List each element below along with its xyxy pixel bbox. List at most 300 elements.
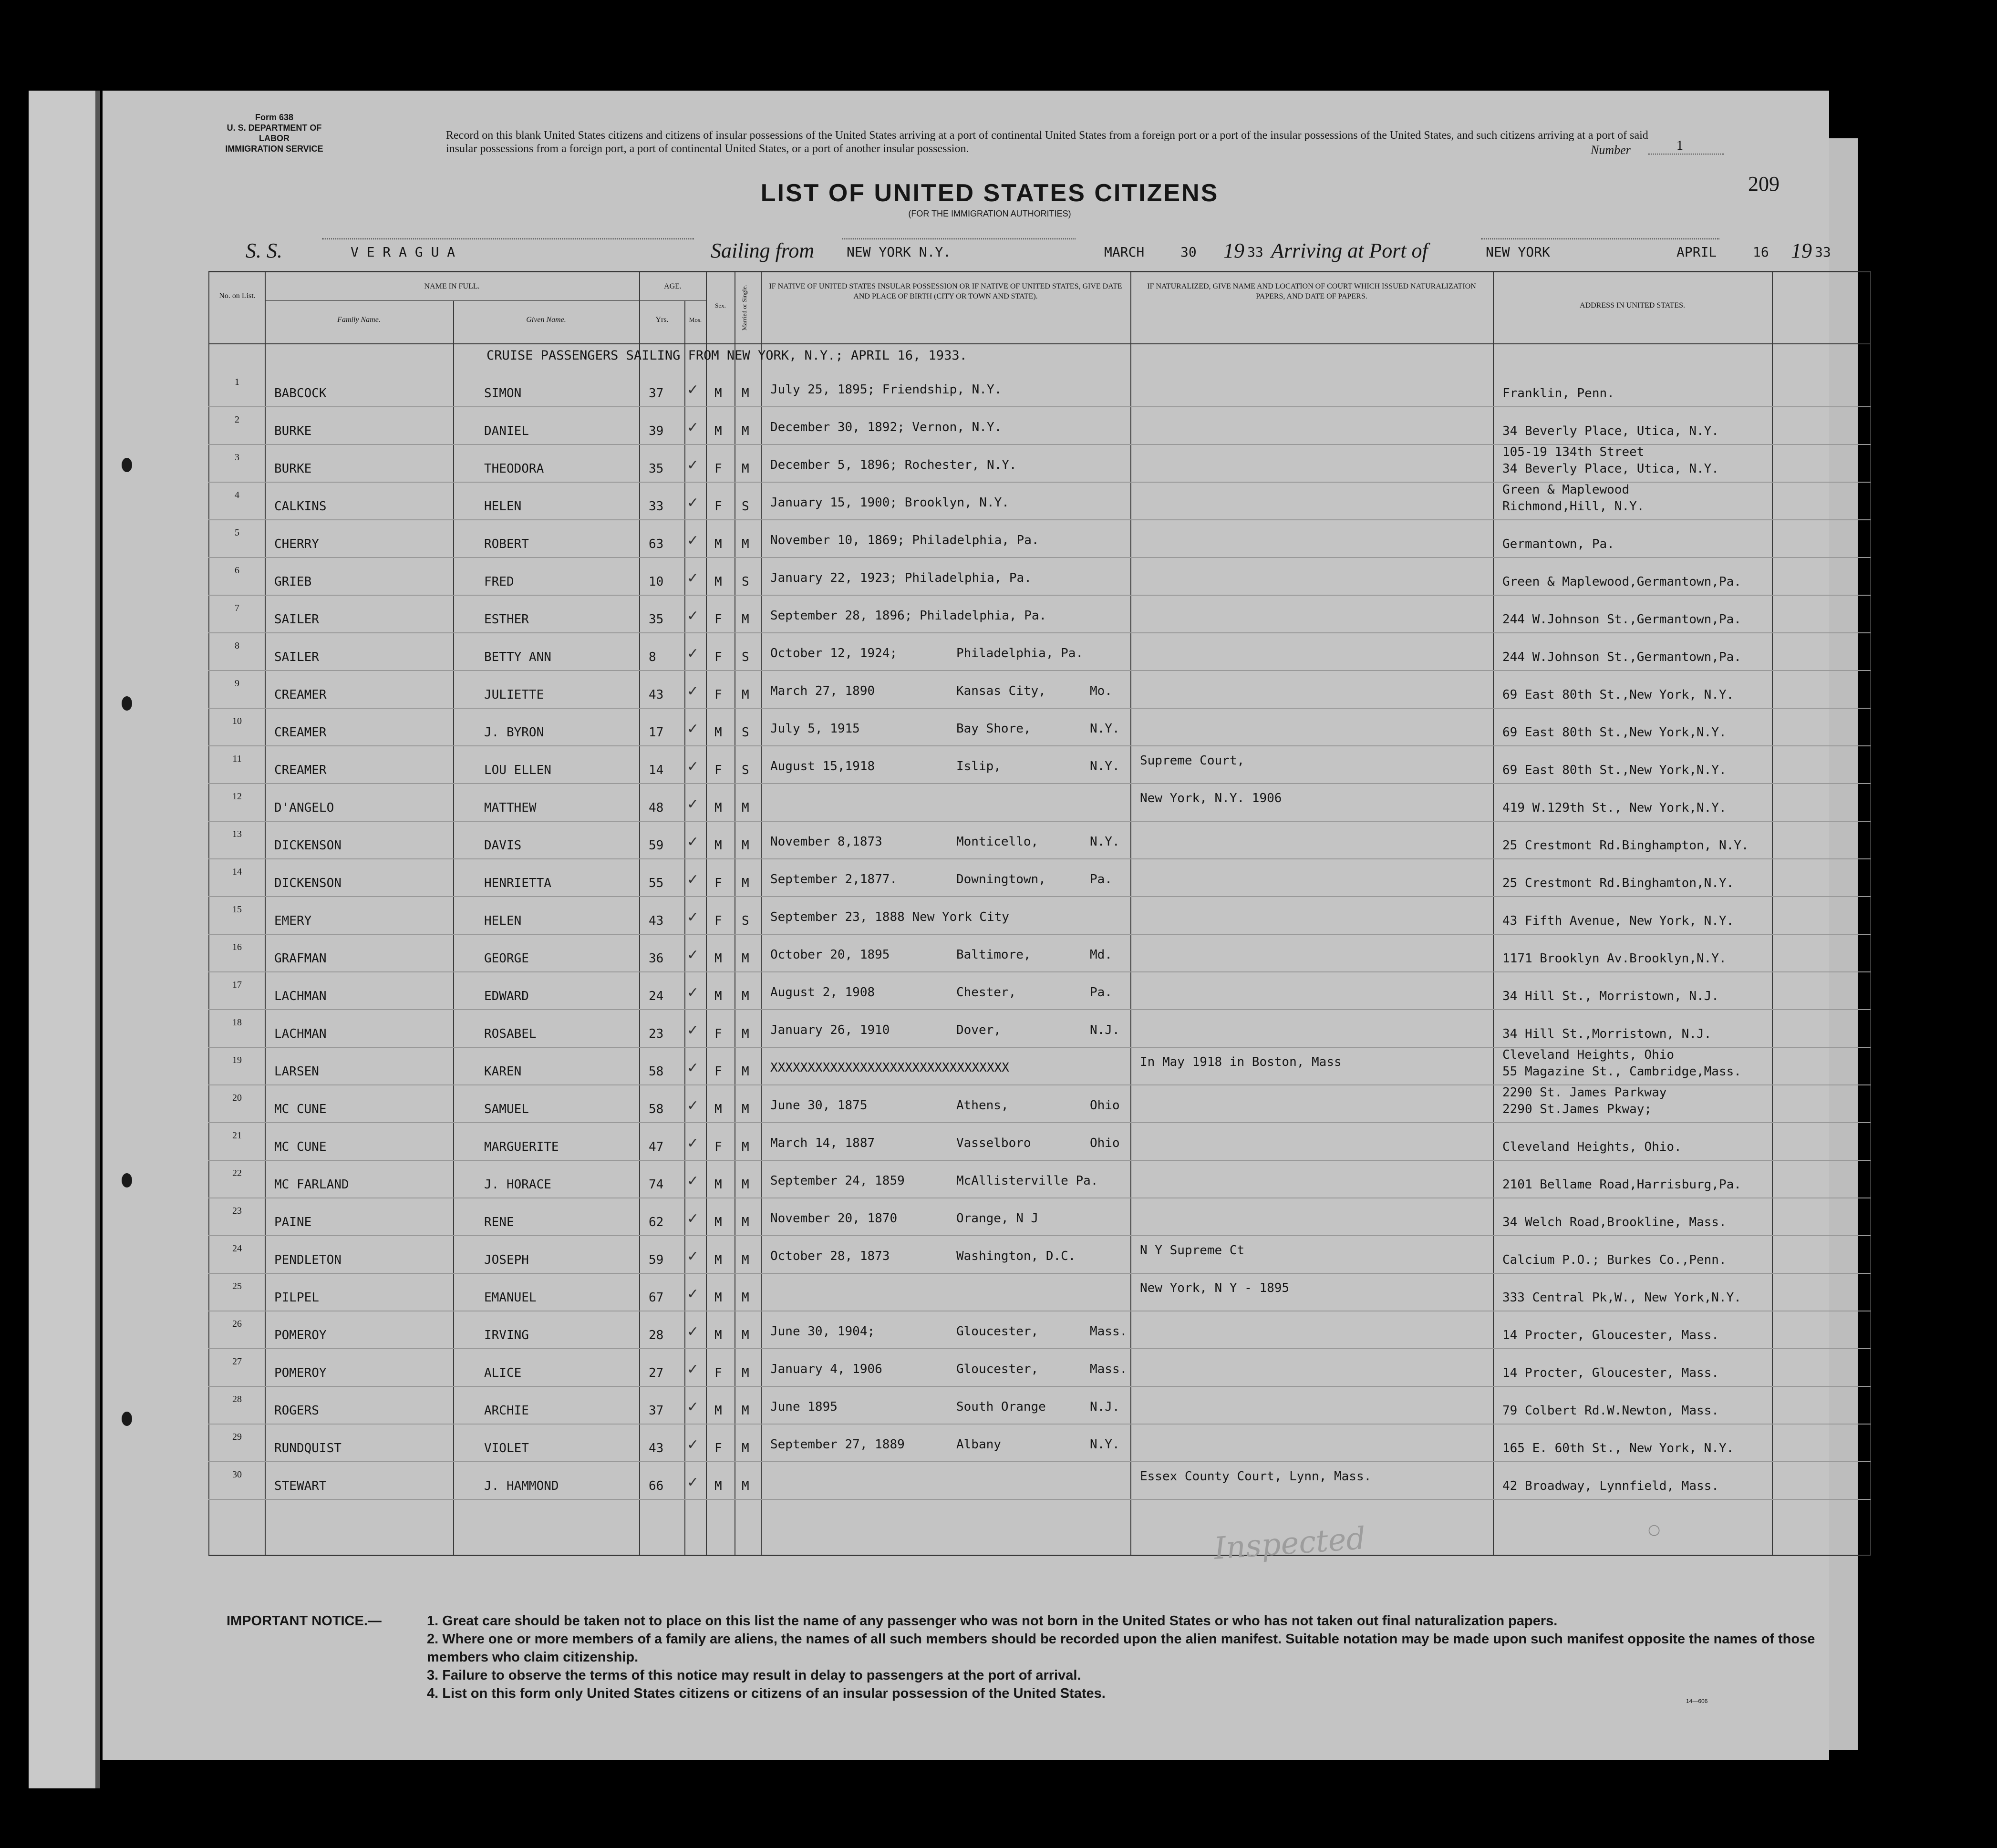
address: 42 Broadway, Lynnfield, Mass. xyxy=(1502,1479,1719,1493)
row-rule xyxy=(208,821,1871,822)
marital-status: M xyxy=(742,1140,749,1154)
sex: F xyxy=(714,1064,722,1079)
check-mark-icon: ✓ xyxy=(687,457,699,473)
table-row xyxy=(103,678,1915,707)
age-subheader-rule xyxy=(639,300,706,301)
notice-lead: IMPORTANT NOTICE.— xyxy=(227,1613,382,1629)
check-mark-icon: ✓ xyxy=(687,1022,699,1038)
marital-status: M xyxy=(742,801,749,815)
table-row xyxy=(103,867,1915,895)
sex: M xyxy=(714,575,722,589)
sex: M xyxy=(714,424,722,438)
page-title: LIST OF UNITED STATES CITIZENS xyxy=(760,179,1219,207)
row-rule xyxy=(208,783,1871,784)
birth-state: N.Y. xyxy=(1090,1437,1120,1452)
row-number: 8 xyxy=(235,640,239,651)
family-name: MC CUNE xyxy=(274,1102,327,1116)
sex: M xyxy=(714,1253,722,1267)
birth-date: September 28, 1896; Philadelphia, Pa. xyxy=(770,609,1047,623)
check-mark-icon: ✓ xyxy=(687,683,699,699)
sex: F xyxy=(714,462,722,476)
sex: F xyxy=(714,876,722,890)
from-port-underline xyxy=(842,238,1076,239)
marital-status: M xyxy=(742,688,749,702)
family-name: SAILER xyxy=(274,650,319,664)
col-header-mos: Mos. xyxy=(689,316,702,323)
birth-place: Gloucester, xyxy=(956,1324,1039,1339)
marital-status: S xyxy=(742,763,749,777)
address: 69 East 80th St.,New York,N.Y. xyxy=(1502,763,1727,777)
row-number: 19 xyxy=(232,1055,242,1065)
page-stamp: 209 xyxy=(1748,172,1780,196)
col-header-address: ADDRESS IN UNITED STATES. xyxy=(1580,301,1685,310)
age-years: 43 xyxy=(649,1441,664,1456)
birth-place: Baltimore, xyxy=(956,948,1031,962)
marital-status: M xyxy=(742,989,749,1003)
naturalization-court: N Y Supreme Ct xyxy=(1140,1243,1245,1258)
row-rule xyxy=(208,1273,1871,1274)
given-name: MATTHEW xyxy=(484,801,537,815)
address: 55 Magazine St., Cambridge,Mass. xyxy=(1502,1064,1741,1079)
age-years: 36 xyxy=(649,951,664,966)
birth-date: November 20, 1870 xyxy=(770,1211,898,1226)
voyage-line xyxy=(246,238,1867,267)
address-line-1: Green & Maplewood xyxy=(1502,483,1630,497)
marital-status: S xyxy=(742,650,749,664)
birth-place: Downingtown, xyxy=(956,872,1046,887)
row-number: 7 xyxy=(235,603,239,613)
row-number: 10 xyxy=(232,716,242,726)
check-mark-icon: ✓ xyxy=(687,1437,699,1453)
sex: F xyxy=(714,1027,722,1041)
row-number: 23 xyxy=(232,1206,242,1216)
col-header-name: NAME IN FULL. xyxy=(424,282,480,290)
header-bottom-rule xyxy=(208,343,1871,344)
marital-status: M xyxy=(742,838,749,853)
address: Green & Maplewood,Germantown,Pa. xyxy=(1502,575,1741,589)
to-port-underline xyxy=(1481,238,1719,239)
sex: M xyxy=(714,537,722,551)
marital-status: M xyxy=(742,462,749,476)
age-years: 27 xyxy=(649,1366,664,1380)
sex: F xyxy=(714,612,722,627)
notice-items xyxy=(427,1612,1834,1703)
birth-date: June 30, 1904; xyxy=(770,1324,875,1339)
row-number: 16 xyxy=(232,942,242,952)
birth-date: January 26, 1910 xyxy=(770,1023,890,1037)
sex: F xyxy=(714,1140,722,1154)
address: 14 Procter, Gloucester, Mass. xyxy=(1502,1328,1719,1342)
family-name: ROGERS xyxy=(274,1404,319,1418)
to-year-prefix: 19 xyxy=(1791,239,1812,262)
table-row xyxy=(103,904,1915,933)
birth-state: N.Y. xyxy=(1090,835,1120,849)
check-mark-icon: ✓ xyxy=(687,1475,699,1490)
table-row xyxy=(103,1356,1915,1385)
family-name: CHERRY xyxy=(274,537,319,551)
row-rule xyxy=(208,406,1871,407)
birth-state: Pa. xyxy=(1090,985,1112,1000)
row-rule xyxy=(208,1386,1871,1387)
form-code: 14—606 xyxy=(1686,1698,1708,1704)
family-name: DICKENSON xyxy=(274,838,341,853)
notice-item-4: 4. List on this form only United States citizens or citizens of an insular possession of the United States. xyxy=(427,1686,1106,1701)
sex: F xyxy=(714,1441,722,1456)
address: 25 Crestmont Rd.Binghamton,N.Y. xyxy=(1502,876,1734,890)
family-name: LARSEN xyxy=(274,1064,319,1079)
address: 25 Crestmont Rd.Binghampton, N.Y. xyxy=(1502,838,1749,853)
table-row xyxy=(103,1017,1915,1046)
form-identifier xyxy=(212,112,336,154)
address: 333 Central Pk,W., New York,N.Y. xyxy=(1502,1291,1741,1305)
age-years: 47 xyxy=(649,1140,664,1154)
row-number: 13 xyxy=(232,829,242,839)
address: Germantown, Pa. xyxy=(1502,537,1614,551)
sailing-label: Sailing from xyxy=(711,239,815,262)
row-number: 30 xyxy=(232,1469,242,1480)
birth-state: Mass. xyxy=(1090,1362,1128,1376)
row-rule xyxy=(208,1348,1871,1349)
table-row xyxy=(103,716,1915,744)
check-mark-icon: ✓ xyxy=(687,1060,699,1076)
table-row xyxy=(103,1319,1915,1347)
binding-strip xyxy=(29,91,100,1788)
family-name: LACHMAN xyxy=(274,1027,327,1041)
birth-state: Ohio xyxy=(1090,1136,1120,1150)
table-row xyxy=(103,1394,1915,1423)
col-header-yrs: Yrs. xyxy=(655,316,669,324)
birth-place: Washington, D.C. xyxy=(956,1249,1076,1263)
address: 2290 St.James Pkway; xyxy=(1502,1102,1652,1116)
age-years: 14 xyxy=(649,763,664,777)
age-years: 63 xyxy=(649,537,664,551)
address: 34 Welch Road,Brookline, Mass. xyxy=(1502,1215,1727,1229)
birth-date: XXXXXXXXXXXXXXXXXXXXXXXXXXXXXXXX xyxy=(770,1061,1009,1075)
address: 165 E. 60th St., New York, N.Y. xyxy=(1502,1441,1734,1456)
birth-state: N.J. xyxy=(1090,1023,1120,1037)
from-port: NEW YORK N.Y. xyxy=(847,244,952,260)
address: Richmond,Hill, N.Y. xyxy=(1502,499,1645,514)
birth-place: Islip, xyxy=(956,759,1001,774)
sex: F xyxy=(714,1366,722,1380)
row-rule xyxy=(208,557,1871,558)
to-month: APRIL xyxy=(1676,244,1717,260)
row-number: 3 xyxy=(235,452,239,463)
birth-date: December 30, 1892; Vernon, N.Y. xyxy=(770,420,1002,434)
address-line-1: 105-19 134th Street xyxy=(1502,445,1645,459)
sex: M xyxy=(714,386,722,401)
birth-date: September 2,1877. xyxy=(770,872,898,887)
address: 14 Procter, Gloucester, Mass. xyxy=(1502,1366,1719,1380)
family-name: GRIEB xyxy=(274,575,312,589)
check-mark-icon: ✓ xyxy=(687,646,699,661)
given-name: SIMON xyxy=(484,386,522,401)
row-number: 14 xyxy=(232,867,242,877)
sex: M xyxy=(714,725,722,740)
birth-place: Vasselboro xyxy=(956,1136,1031,1150)
ss-label: S. S. xyxy=(246,239,282,262)
birth-state: Ohio xyxy=(1090,1098,1120,1113)
row-rule xyxy=(208,896,1871,897)
age-years: 8 xyxy=(649,650,656,664)
naturalization-court: Supreme Court, xyxy=(1140,754,1245,768)
age-years: 17 xyxy=(649,725,664,740)
birth-date: November 8,1873 xyxy=(770,835,882,849)
check-mark-icon: ✓ xyxy=(687,1211,699,1227)
table-row xyxy=(103,603,1915,631)
given-name: LOU ELLEN xyxy=(484,763,551,777)
sex: M xyxy=(714,1404,722,1418)
row-number: 18 xyxy=(232,1017,242,1028)
row-number: 4 xyxy=(235,490,239,500)
age-years: 43 xyxy=(649,688,664,702)
form-number: Form 638 xyxy=(255,113,294,122)
birth-place: Athens, xyxy=(956,1098,1009,1113)
family-name: LACHMAN xyxy=(274,989,327,1003)
row-number: 20 xyxy=(232,1093,242,1103)
row-rule xyxy=(208,1235,1871,1236)
birth-place: McAllisterville Pa. xyxy=(956,1174,1098,1188)
birth-date: January 22, 1923; Philadelphia, Pa. xyxy=(770,571,1032,585)
row-number: 6 xyxy=(235,565,239,576)
sex: F xyxy=(714,650,722,664)
row-number: 25 xyxy=(232,1281,242,1291)
marital-status: S xyxy=(742,575,749,589)
check-mark-icon: ✓ xyxy=(687,721,699,737)
check-mark-icon: ✓ xyxy=(687,759,699,774)
family-name: EMERY xyxy=(274,914,312,928)
check-mark-icon: ✓ xyxy=(687,909,699,925)
row-number: 22 xyxy=(232,1168,242,1178)
birth-state: Mo. xyxy=(1090,684,1112,698)
check-mark-icon: ✓ xyxy=(687,608,699,624)
given-name: SAMUEL xyxy=(484,1102,529,1116)
table-row xyxy=(103,1085,1915,1121)
given-name: DAVIS xyxy=(484,838,522,853)
table-row xyxy=(103,1168,1915,1197)
birth-date: October 20, 1895 xyxy=(770,948,890,962)
age-years: 28 xyxy=(649,1328,664,1342)
given-name: HENRIETTA xyxy=(484,876,551,890)
table-row xyxy=(103,640,1915,669)
check-mark-icon: ✓ xyxy=(687,570,699,586)
check-mark-icon: ✓ xyxy=(687,495,699,511)
birth-place: Albany xyxy=(956,1437,1001,1452)
birth-date: September 27, 1889 xyxy=(770,1437,905,1452)
family-name: BABCOCK xyxy=(274,386,327,401)
age-years: 35 xyxy=(649,462,664,476)
marital-status: M xyxy=(742,424,749,438)
address-line-1: Cleveland Heights, Ohio xyxy=(1502,1048,1675,1062)
sex: F xyxy=(714,914,722,928)
family-name: BURKE xyxy=(274,462,312,476)
family-name: MC FARLAND xyxy=(274,1177,349,1192)
given-name: IRVING xyxy=(484,1328,529,1342)
given-name: EDWARD xyxy=(484,989,529,1003)
sex: M xyxy=(714,1102,722,1116)
table-row xyxy=(103,1048,1915,1084)
row-number: 29 xyxy=(232,1432,242,1442)
row-rule xyxy=(208,971,1871,972)
marital-status: M xyxy=(742,1291,749,1305)
col-header-sex: Sex. xyxy=(715,302,726,309)
address: 34 Beverly Place, Utica, N.Y. xyxy=(1502,462,1719,476)
age-years: 37 xyxy=(649,1404,664,1418)
from-month: MARCH xyxy=(1104,244,1145,260)
family-name: RUNDQUIST xyxy=(274,1441,341,1456)
table-row xyxy=(103,483,1915,518)
given-name: VIOLET xyxy=(484,1441,529,1456)
address: 69 East 80th St.,New York, N.Y. xyxy=(1502,688,1734,702)
check-mark-icon: ✓ xyxy=(687,1324,699,1340)
marital-status: M xyxy=(742,612,749,627)
given-name: RENE xyxy=(484,1215,514,1229)
age-years: 37 xyxy=(649,386,664,401)
birth-date: January 4, 1906 xyxy=(770,1362,882,1376)
check-mark-icon: ✓ xyxy=(687,1362,699,1377)
given-name: EMANUEL xyxy=(484,1291,537,1305)
table-row xyxy=(103,414,1915,443)
given-name: FRED xyxy=(484,575,514,589)
number-value: 1 xyxy=(1676,138,1683,153)
given-name: ROSABEL xyxy=(484,1027,537,1041)
row-number: 17 xyxy=(232,980,242,990)
col-header-married: Married or Single. xyxy=(741,285,748,330)
row-number: 24 xyxy=(232,1243,242,1254)
row-rule xyxy=(208,934,1871,935)
row-rule xyxy=(208,632,1871,633)
age-years: 35 xyxy=(649,612,664,627)
to-port: NEW YORK xyxy=(1486,244,1550,260)
given-name: THEODORA xyxy=(484,462,544,476)
family-name: CREAMER xyxy=(274,763,327,777)
ship-name: V E R A G U A xyxy=(351,244,455,260)
table-row xyxy=(103,1281,1915,1310)
family-name: POMEROY xyxy=(274,1366,327,1380)
given-name: HELEN xyxy=(484,499,522,514)
check-mark-icon: ✓ xyxy=(687,1249,699,1264)
age-years: 48 xyxy=(649,801,664,815)
naturalization-court: New York, N Y - 1895 xyxy=(1140,1281,1290,1295)
address: 2101 Bellame Road,Harrisburg,Pa. xyxy=(1502,1177,1741,1192)
service-name: IMMIGRATION SERVICE xyxy=(225,144,323,154)
marital-status: M xyxy=(742,876,749,890)
naturalization-court: Essex County Court, Lynn, Mass. xyxy=(1140,1469,1372,1484)
given-name: BETTY ANN xyxy=(484,650,551,664)
family-name: PENDLETON xyxy=(274,1253,341,1267)
table-row xyxy=(103,942,1915,970)
birth-place: Gloucester, xyxy=(956,1362,1039,1376)
marital-status: M xyxy=(742,1479,749,1493)
birth-state: N.Y. xyxy=(1090,759,1120,774)
check-mark-icon: ✓ xyxy=(687,382,699,398)
address: 69 East 80th St.,New York,N.Y. xyxy=(1502,725,1727,740)
birth-state: N.J. xyxy=(1090,1400,1120,1414)
sex: M xyxy=(714,1177,722,1192)
age-years: 62 xyxy=(649,1215,664,1229)
address: 43 Fifth Avenue, New York, N.Y. xyxy=(1502,914,1734,928)
birth-date: June 1895 xyxy=(770,1400,838,1414)
col-header-birth: IF NATIVE OF UNITED STATES INSULAR POSSESSION OR IF NATIVE OF UNITED STATES, GIVE DATE AND PLACE OF BIRTH (CITY OR TOWN AND STATE). xyxy=(769,282,1122,300)
birth-date: March 14, 1887 xyxy=(770,1136,875,1150)
punch-hole xyxy=(122,1412,132,1426)
row-rule xyxy=(208,858,1871,859)
address-line-1: 2290 St. James Parkway xyxy=(1502,1085,1667,1100)
birth-place: Kansas City, xyxy=(956,684,1046,698)
row-number: 11 xyxy=(232,754,242,764)
birth-date: March 27, 1890 xyxy=(770,684,875,698)
birth-place: Bay Shore, xyxy=(956,722,1031,736)
to-day: 16 xyxy=(1753,244,1769,260)
col-header-naturalized: IF NATURALIZED, GIVE NAME AND LOCATION OF COURT WHICH ISSUED NATURALIZATION PAPERS, AND DATE OF PAPERS. xyxy=(1147,282,1476,300)
marital-status: S xyxy=(742,725,749,740)
marital-status: M xyxy=(742,1027,749,1041)
number-label: Number xyxy=(1591,143,1631,157)
row-rule xyxy=(208,708,1871,709)
table-row xyxy=(103,1206,1915,1234)
from-day: 30 xyxy=(1180,244,1197,260)
age-years: 58 xyxy=(649,1102,664,1116)
row-number: 21 xyxy=(232,1130,242,1141)
birth-date: August 2, 1908 xyxy=(770,985,875,1000)
birth-state: Md. xyxy=(1090,948,1112,962)
age-years: 67 xyxy=(649,1291,664,1305)
birth-place: South Orange xyxy=(956,1400,1046,1414)
given-name: J. HAMMOND xyxy=(484,1479,559,1493)
family-name: BURKE xyxy=(274,424,312,438)
age-years: 74 xyxy=(649,1177,664,1192)
address: 244 W.Johnson St.,Germantown,Pa. xyxy=(1502,612,1741,627)
address: 244 W.Johnson St.,Germantown,Pa. xyxy=(1502,650,1741,664)
marital-status: S xyxy=(742,499,749,514)
birth-state: Pa. xyxy=(1090,872,1112,887)
row-rule xyxy=(208,519,1871,520)
birth-date: July 25, 1895; Friendship, N.Y. xyxy=(770,382,1002,397)
col-header-family: Family Name. xyxy=(337,316,381,324)
check-mark-icon: ✓ xyxy=(687,985,699,1001)
family-name: GRAFMAN xyxy=(274,951,327,966)
marital-status: M xyxy=(742,1102,749,1116)
arriving-label: Arriving at Port of xyxy=(1271,239,1428,262)
birth-date: September 23, 1888 New York City xyxy=(770,910,1009,924)
given-name: ROBERT xyxy=(484,537,529,551)
sex: F xyxy=(714,499,722,514)
family-name: CREAMER xyxy=(274,725,327,740)
family-name: PAINE xyxy=(274,1215,312,1229)
table-row xyxy=(103,791,1915,820)
sex: M xyxy=(714,989,722,1003)
birth-state: N.Y. xyxy=(1090,722,1120,736)
check-mark-icon: ✓ xyxy=(687,834,699,850)
row-number: 12 xyxy=(232,791,242,802)
row-number: 27 xyxy=(232,1356,242,1367)
marital-status: M xyxy=(742,386,749,401)
age-years: 33 xyxy=(649,499,664,514)
ship-underline xyxy=(322,238,694,239)
row-number: 2 xyxy=(235,414,239,425)
check-mark-icon: ✓ xyxy=(687,1399,699,1415)
row-rule xyxy=(208,1160,1871,1161)
birth-date: October 12, 1924; xyxy=(770,646,898,661)
check-mark-icon: ✓ xyxy=(687,872,699,888)
birth-place: Chester, xyxy=(956,985,1016,1000)
marital-status: S xyxy=(742,914,749,928)
manifest-sheet xyxy=(103,91,1829,1760)
given-name: MARGUERITE xyxy=(484,1140,559,1154)
family-name: D'ANGELO xyxy=(274,801,334,815)
age-years: 55 xyxy=(649,876,664,890)
age-years: 23 xyxy=(649,1027,664,1041)
